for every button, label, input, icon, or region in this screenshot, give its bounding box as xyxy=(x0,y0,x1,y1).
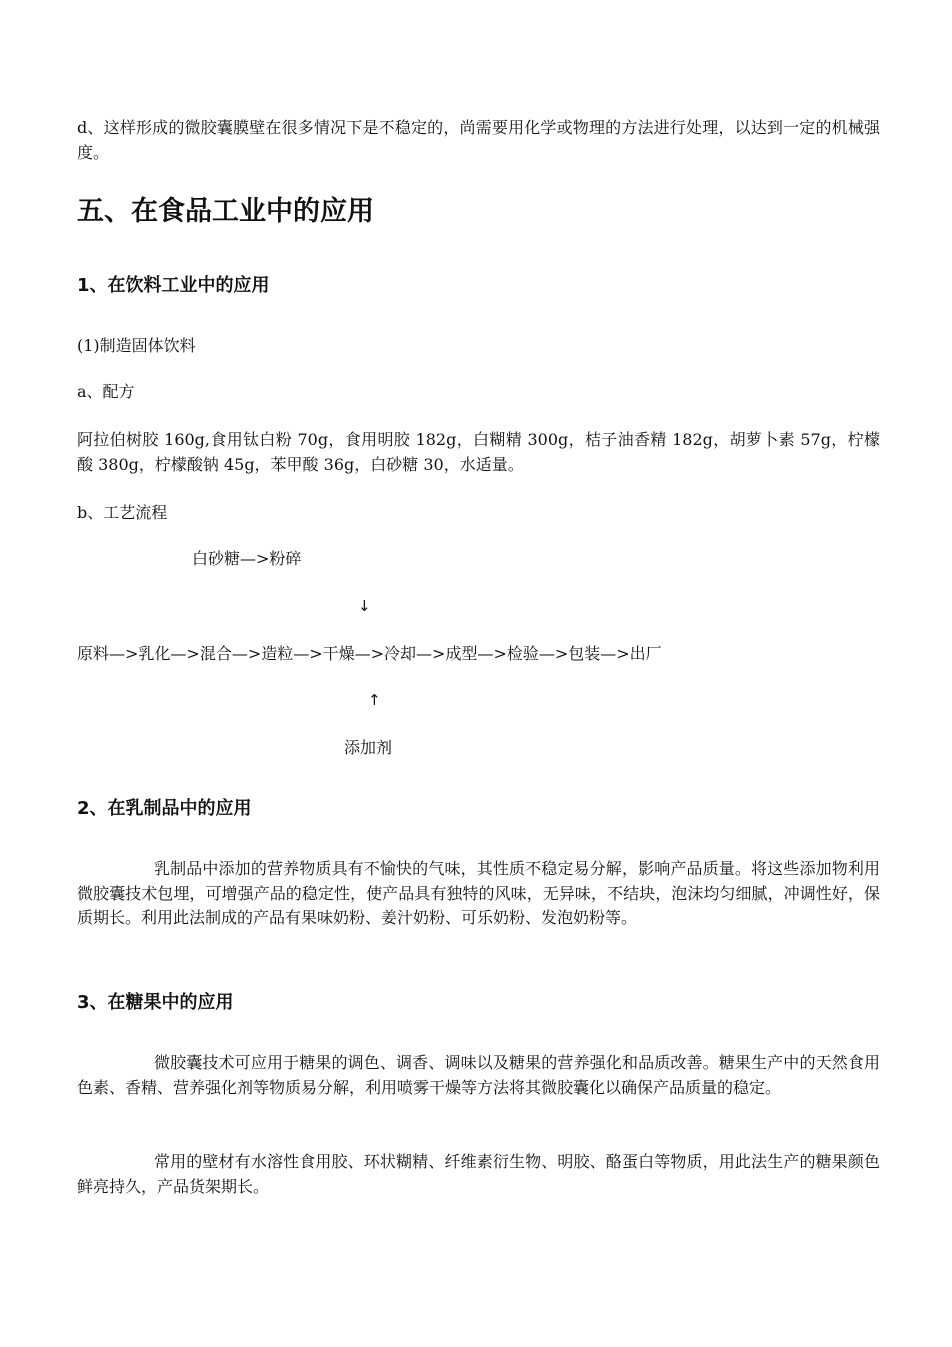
heading-candy: 3、在糖果中的应用 xyxy=(77,992,234,1013)
paragraph-d: d、这样形成的微胶囊膜壁在很多情况下是不稳定的，尚需要用化学或物理的方法进行处理，以达到一定的机械强度。 xyxy=(77,118,880,162)
label-formula: a、配方 xyxy=(77,382,135,401)
heading-dairy: 2、在乳制品中的应用 xyxy=(77,798,252,819)
paragraph-candy-1: 微胶囊技术可应用于糖果的调色、调香、调味以及糖果的营养强化和品质改善。糖果生产中的天然食用色素、香精、营养强化剂等物质易分解，利用喷雾干燥等方法将其微胶囊化以确保产品质量的稳定。 xyxy=(77,1053,880,1097)
label-process-flow: b、工艺流程 xyxy=(77,503,168,522)
recipe-text: 阿拉伯树胶 160g,食用钛白粉 70g，食用明胶 182g，白糊精 300g，桔子油香精 182g，胡萝卜素 57g，柠檬酸 380g，柠檬酸钠 45g，苯甲酸 36g，白砂糖 30，水适量。 xyxy=(77,430,880,474)
paragraph-dairy: 乳制品中添加的营养物质具有不愉快的气味，其性质不稳定易分解，影响产品质量。将这些添加物利用微胶囊技术包埋，可增强产品的稳定性，使产品具有独特的风味，无异味，不结块，泡沫均匀细腻，冲调性好，保质期长。利用此法制成的产品有果味奶粉、姜汁奶粉、可乐奶粉、发泡奶粉等。 xyxy=(77,859,880,927)
flow-sugar-crush: 白砂糖—>粉碎 xyxy=(192,549,302,568)
arrow-up-icon: ↑ xyxy=(368,691,381,709)
paragraph-candy-2: 常用的壁材有水溶性食用胶、环状糊精、纤维素衍生物、明胶、酪蛋白等物质，用此法生产的糖果颜色鲜亮持久，产品货架期长。 xyxy=(77,1152,880,1196)
section-title: 五、在食品工业中的应用 xyxy=(77,196,374,227)
flow-main-chain: 原料—>乳化—>混合—>造粒—>干燥—>冷却—>成型—>检验—>包装—>出厂 xyxy=(77,644,662,663)
sub-heading-solid-drink: (1)制造固体饮料 xyxy=(77,336,196,355)
heading-beverage: 1、在饮料工业中的应用 xyxy=(77,275,270,296)
flow-additive: 添加剂 xyxy=(344,738,393,757)
arrow-down-icon: ↓ xyxy=(358,597,371,615)
